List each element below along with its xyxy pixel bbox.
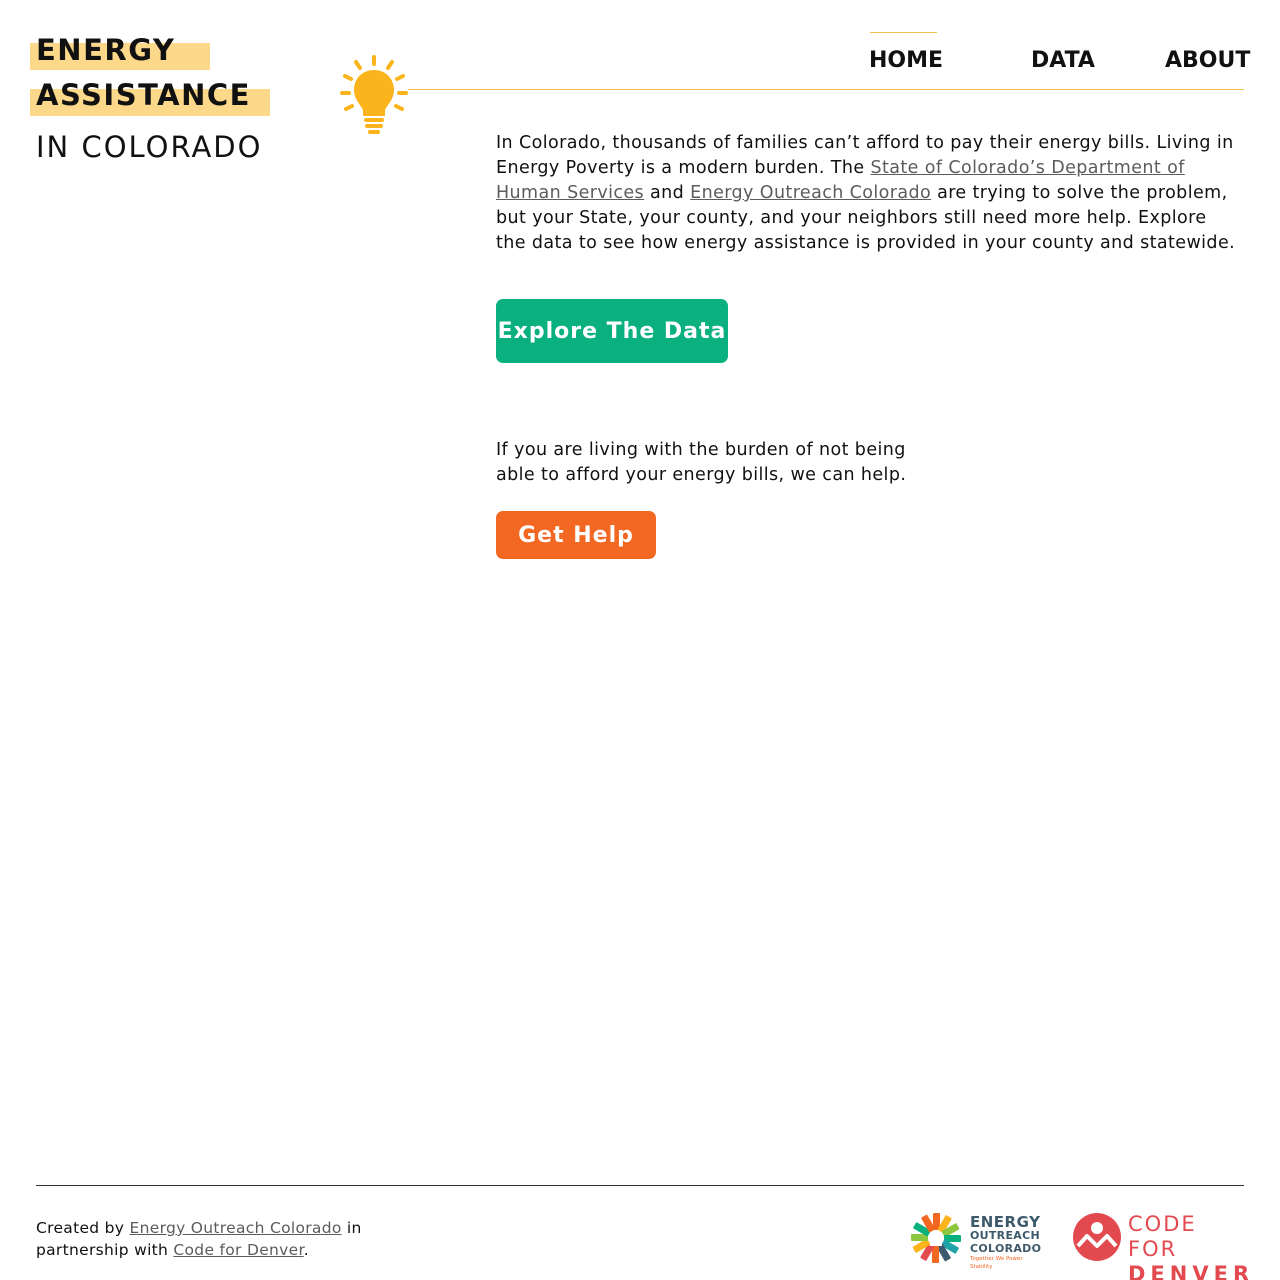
nav-data[interactable]: DATA xyxy=(1031,48,1095,73)
cfd-mountain-pin-icon xyxy=(1072,1212,1122,1262)
footer-eoc-link[interactable]: Energy Outreach Colorado xyxy=(129,1219,342,1237)
footer-credits xyxy=(36,1217,396,1261)
site-subtitle: IN COLORADO xyxy=(36,130,263,164)
explore-data-button[interactable]: Explore The Data xyxy=(496,299,728,363)
intro-text: are trying to solve the problem, but your State, your county, and your neighbors still need more help. Explore the data to see how energy assistance is provided in your county and statewide. xyxy=(496,183,1236,253)
nav-active-indicator xyxy=(870,32,937,33)
title-line-assistance: ASSISTANCE xyxy=(36,78,251,112)
eoc-tagline: Together We Power Stability xyxy=(970,1256,1023,1270)
eoc-word: OUTREACH xyxy=(970,1229,1040,1242)
cfd-word: CODE FOR xyxy=(1128,1212,1197,1261)
cfd-word: DENVER xyxy=(1128,1262,1255,1280)
footer-cfd-link[interactable]: Code for Denver xyxy=(173,1241,304,1259)
code-for-denver-logo[interactable] xyxy=(1072,1210,1255,1280)
site-title xyxy=(30,28,290,118)
eoc-link[interactable]: Energy Outreach Colorado xyxy=(690,183,932,203)
lightbulb-icon xyxy=(338,54,410,138)
intro-text: In Colorado, thousands of families can’t afford to pay their energy bills. Living in Energy Poverty is a modern burden. The xyxy=(496,133,1234,178)
intro-text: and xyxy=(644,183,691,203)
footer-text: in partnership with xyxy=(36,1219,362,1259)
cdhs-link[interactable]: State of Colorado’s Department of Human Services xyxy=(496,158,1185,203)
nav-home[interactable]: HOME xyxy=(869,48,944,73)
cfd-wordmark xyxy=(1128,1212,1254,1280)
nav-about[interactable]: ABOUT xyxy=(1165,48,1251,73)
footer-text: Created by xyxy=(36,1219,130,1237)
eoc-word: COLORADO xyxy=(970,1242,1042,1255)
footer-divider xyxy=(36,1185,1244,1186)
title-line-energy: ENERGY xyxy=(36,33,176,67)
energy-outreach-colorado-logo[interactable] xyxy=(910,1210,1042,1270)
help-text: If you are living with the burden of not being able to afford your energy bills, we can help. xyxy=(496,440,907,485)
nav-divider xyxy=(408,89,1244,90)
eoc-sunburst-icon xyxy=(910,1212,962,1264)
footer-text: . xyxy=(303,1241,309,1259)
get-help-button[interactable]: Get Help xyxy=(496,511,656,559)
intro-paragraph xyxy=(496,131,1242,256)
eoc-wordmark xyxy=(970,1213,1042,1271)
eoc-word: ENERGY xyxy=(970,1213,1041,1231)
